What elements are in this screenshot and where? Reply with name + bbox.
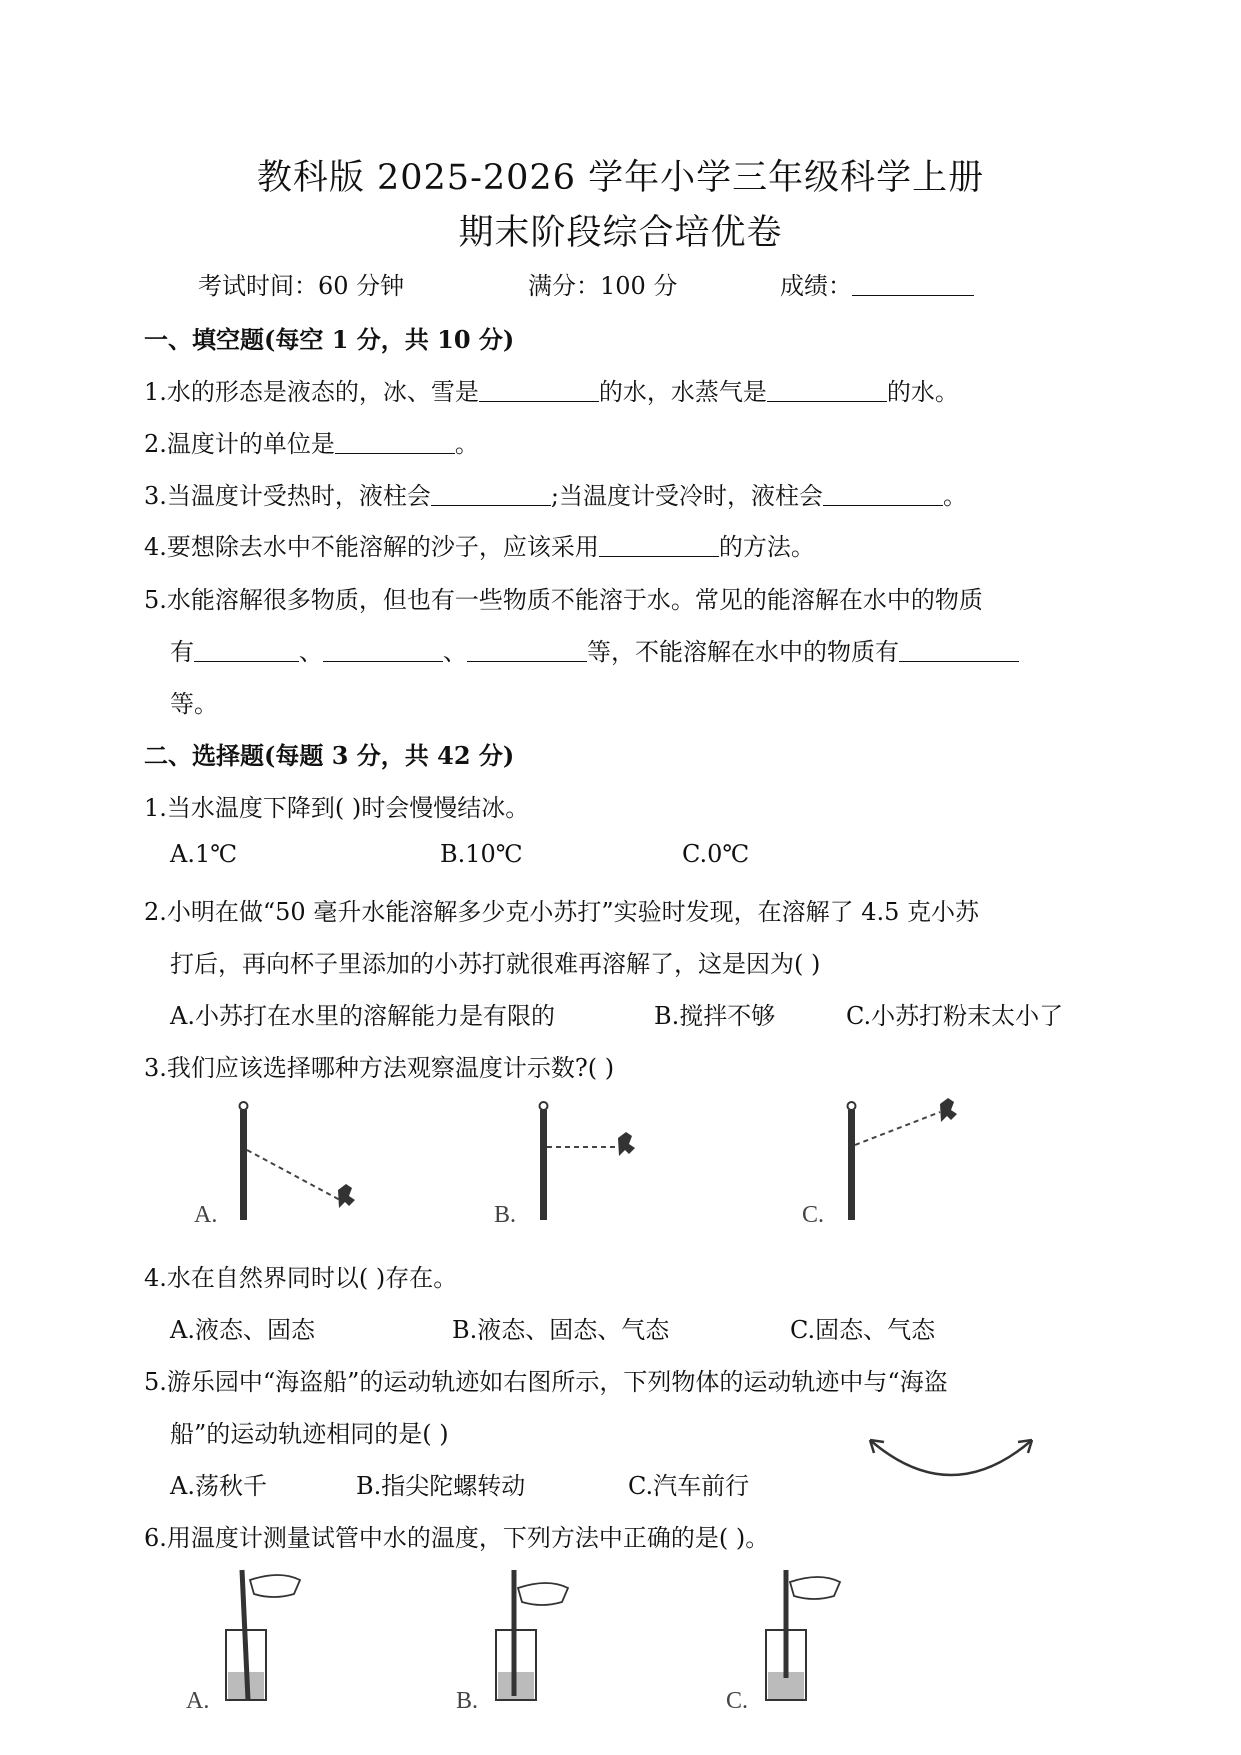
answer-blank[interactable] (431, 483, 551, 506)
fig6-label-c: C. (726, 1688, 749, 1710)
answer-blank[interactable] (599, 534, 719, 557)
s1-question-5-line2 (170, 632, 1019, 667)
s1-q3-text-c: 。 (943, 482, 967, 510)
pirate-ship-arc-figure (862, 1430, 1040, 1490)
s2-q2-option-a[interactable]: A.小苏打在水里的溶解能力是有限的 (170, 1002, 555, 1030)
s1-q1-text-b: 的水，水蒸气是 (598, 378, 767, 406)
answer-blank[interactable] (467, 639, 587, 662)
full-score: 满分：100 分 (528, 272, 678, 300)
answer-blank[interactable] (899, 639, 1019, 662)
s1-q5-text-b: 等，不能溶解在水中的物质有 (587, 638, 899, 666)
fig6-label-b: B. (456, 1688, 479, 1710)
doc-title-line2: 期末阶段综合培优卷 (458, 213, 783, 253)
s2-q1-option-c[interactable]: C.0℃ (682, 840, 750, 868)
s1-question-4 (144, 527, 815, 562)
s1-q2-text-a: 2.温度计的单位是 (144, 430, 335, 458)
s1-q4-text-b: 的方法。 (718, 533, 815, 561)
s2-question-2-line2: 打后，再向杯子里添加的小苏打就很难再溶解了，这是因为( ) (170, 950, 821, 978)
s2-question-6: 6.用温度计测量试管中水的温度，下列方法中正确的是( )。 (144, 1524, 770, 1552)
fig3-label-a: A. (194, 1202, 218, 1228)
s2-q4-option-b[interactable]: B.液态、固态、气态 (452, 1316, 670, 1344)
s1-question-5-line3: 等。 (170, 690, 218, 718)
exam-time: 考试时间：60 分钟 (198, 272, 405, 300)
s1-q4-text-a: 4.要想除去水中不能溶解的沙子，应该采用 (144, 533, 599, 561)
section1-heading: 一、填空题(每空 1 分，共 10 分) (144, 325, 515, 354)
grade-label: 成绩： (780, 272, 852, 300)
s2-q2-option-c[interactable]: C.小苏打粉末太小了 (846, 1002, 1064, 1030)
s2-question-3: 3.我们应该选择哪种方法观察温度计示数?( ) (144, 1054, 615, 1082)
fig3-label-c: C. (802, 1202, 825, 1228)
s2-q5-option-b[interactable]: B.指尖陀螺转动 (356, 1472, 526, 1500)
s1-q2-text-b: 。 (454, 430, 479, 458)
test-tube-figure (180, 1560, 900, 1710)
test-tube-figure-b (456, 1570, 568, 1710)
s2-question-5-line2: 船”的运动轨迹相同的是( ) (170, 1420, 449, 1448)
test-tube-figure-a (186, 1570, 300, 1710)
thermometer-reading-figure (180, 1090, 1020, 1230)
s1-q3-text-a: 3.当温度计受热时，液柱会 (144, 482, 431, 510)
thermometer-figure-c (802, 1098, 957, 1228)
s1-q5-text-a: 有 (170, 638, 194, 666)
answer-blank[interactable] (767, 379, 887, 402)
s1-question-5-line1: 5.水能溶解很多物质，但也有一些物质不能溶于水。常见的能溶解在水中的物质 (144, 586, 983, 614)
s1-q5-sep1: 、 (299, 638, 323, 666)
fig6-label-a: A. (186, 1688, 210, 1710)
answer-blank[interactable] (194, 639, 299, 662)
test-tube-figure-c (726, 1570, 840, 1710)
s1-question-2 (144, 424, 479, 459)
fig3-label-b: B. (494, 1202, 517, 1228)
s2-question-4: 4.水在自然界同时以( )存在。 (144, 1264, 458, 1292)
s2-q5-option-a[interactable]: A.荡秋千 (170, 1472, 267, 1500)
s2-question-5-line1: 5.游乐园中“海盗船”的运动轨迹如右图所示，下列物体的运动轨迹中与“海盗 (144, 1368, 948, 1396)
s2-question-2-line1: 2.小明在做“50 毫升水能溶解多少克小苏打”实验时发现，在溶解了 4.5 克小苏 (144, 898, 980, 926)
s2-q1-option-a[interactable]: A.1℃ (170, 840, 238, 868)
thermometer-figure-a (194, 1102, 355, 1228)
thermometer-figure-b (494, 1102, 635, 1228)
answer-blank[interactable] (479, 379, 599, 402)
answer-blank[interactable] (335, 431, 455, 454)
s2-q1-option-b[interactable]: B.10℃ (440, 840, 523, 868)
s2-q4-option-a[interactable]: A.液态、固态 (170, 1316, 315, 1344)
answer-blank[interactable] (323, 639, 443, 662)
section2-heading: 二、选择题(每题 3 分，共 42 分) (144, 741, 515, 770)
answer-blank[interactable] (823, 483, 943, 506)
s1-q1-text-c: 的水。 (886, 378, 959, 406)
s1-question-3 (144, 476, 967, 511)
s2-q5-option-c[interactable]: C.汽车前行 (628, 1472, 750, 1500)
s1-q1-text-a: 1.水的形态是液态的，冰、雪是 (144, 378, 479, 406)
s2-q2-option-b[interactable]: B.搅拌不够 (654, 1002, 776, 1030)
s1-q5-sep2: 、 (443, 638, 467, 666)
s2-q4-option-c[interactable]: C.固态、气态 (790, 1316, 936, 1344)
doc-title-line1: 教科版 2025-2026 学年小学三年级科学上册 (256, 158, 985, 198)
grade-field (780, 266, 974, 301)
s1-question-1 (144, 372, 959, 407)
s2-question-1: 1.当水温度下降到( )时会慢慢结冰。 (144, 794, 530, 822)
s1-q3-text-b: ;当温度计受冷时，液柱会 (550, 482, 823, 510)
grade-blank[interactable] (852, 273, 974, 296)
